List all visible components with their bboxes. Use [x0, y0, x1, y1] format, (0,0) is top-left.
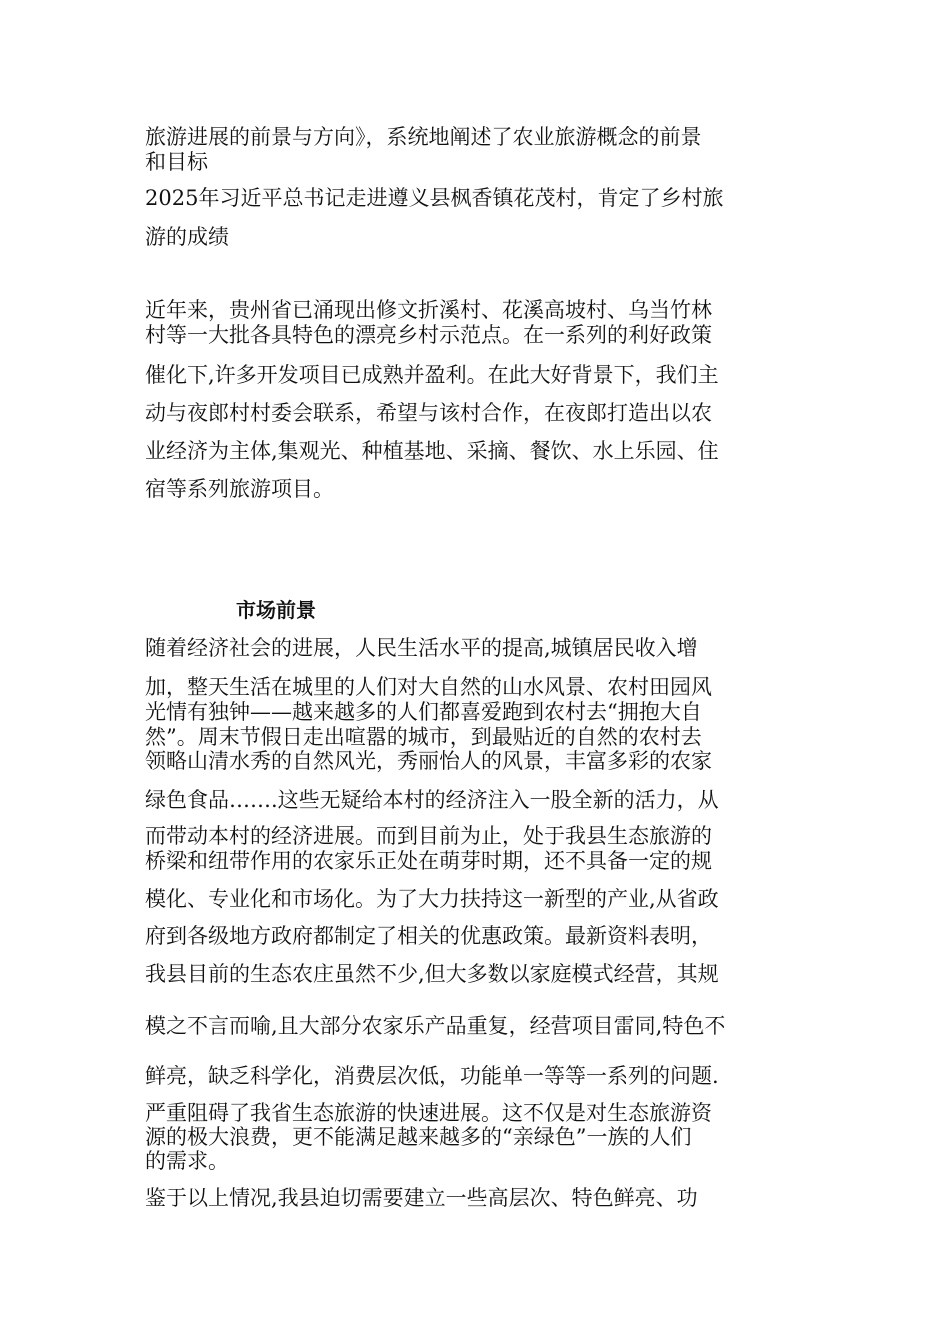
text-line: 然”。周末节假日走出喧嚣的城市，到最贴近的自然的农村去	[145, 725, 702, 749]
text-line: 随着经济社会的进展，人民生活水平的提高,城镇居民收入增	[145, 636, 698, 660]
text-line: 的需求。	[145, 1149, 229, 1173]
text-line: 严重阻碍了我省生态旅游的快速进展。这不仅是对生态旅游资	[145, 1101, 712, 1125]
text-line: 和目标	[145, 150, 208, 174]
text-line: 我县目前的生态农庄虽然不少,但大多数以家庭模式经营，其规	[145, 962, 719, 986]
text-line: 光情有独钟——越来越多的人们都喜爱跑到农村去“拥抱大自	[145, 700, 702, 724]
text-line: 绿色食品…….这些无疑给本村的经济注入一股全新的活力，从	[145, 788, 719, 812]
text-line: 游的成绩	[145, 225, 229, 249]
text-line: 模之不言而喻,且大部分农家乐产品重复，经营项目雷同,特色不	[145, 1014, 726, 1038]
text-line: 近年来，贵州省已涌现出修文折溪村、花溪高坡村、乌当竹林	[145, 298, 712, 322]
text-line: 宿等系列旅游项目。	[145, 477, 334, 501]
text-line: 催化下,许多开发项目已成熟并盈利。在此大好背景下，我们主	[145, 363, 719, 387]
text-line: 而带动本村的经济进展。而到目前为止，处于我县生态旅游的	[145, 824, 712, 848]
text-line: 2025年习近平总书记走进遵义县枫香镇花茂村，肯定了乡村旅	[145, 186, 724, 210]
text-line: 府到各级地方政府都制定了相关的优惠政策。最新资料表明，	[145, 924, 712, 948]
text-line: 鲜亮，缺乏科学化，消费层次低，功能单一等等一系列的问题.	[145, 1064, 719, 1088]
text-line: 桥梁和纽带作用的农家乐正处在萌芽时期，还不具备一定的规	[145, 849, 712, 873]
text-line: 鉴于以上情况,我县迫切需要建立一些高层次、特色鲜亮、功	[145, 1186, 698, 1210]
text-line: 村等一大批各具特色的漂亮乡村示范点。在一系列的利好政策	[145, 323, 712, 347]
text-line: 旅游进展的前景与方向》，系统地阐述了农业旅游概念的前景	[145, 125, 702, 149]
text-line: 模化、专业化和市场化。为了大力扶持这一新型的产业,从省政	[145, 887, 719, 911]
text-line: 加，整天生活在城里的人们对大自然的山水风景、农村田园风	[145, 675, 712, 699]
text-line: 动与夜郎村村委会联系，希望与该村合作，在夜郎打造出以农	[145, 401, 712, 425]
text-line: 源的极大浪费，更不能满足越来越多的“亲绿色”一族的人们	[145, 1125, 692, 1149]
section-heading: 市场前景	[236, 598, 316, 622]
text-line: 领略山清水秀的自然风光，秀丽怡人的风景，丰富多彩的农家	[145, 749, 712, 773]
text-line: 业经济为主体,集观光、种植基地、采摘、餐饮、水上乐园、住	[145, 439, 719, 463]
